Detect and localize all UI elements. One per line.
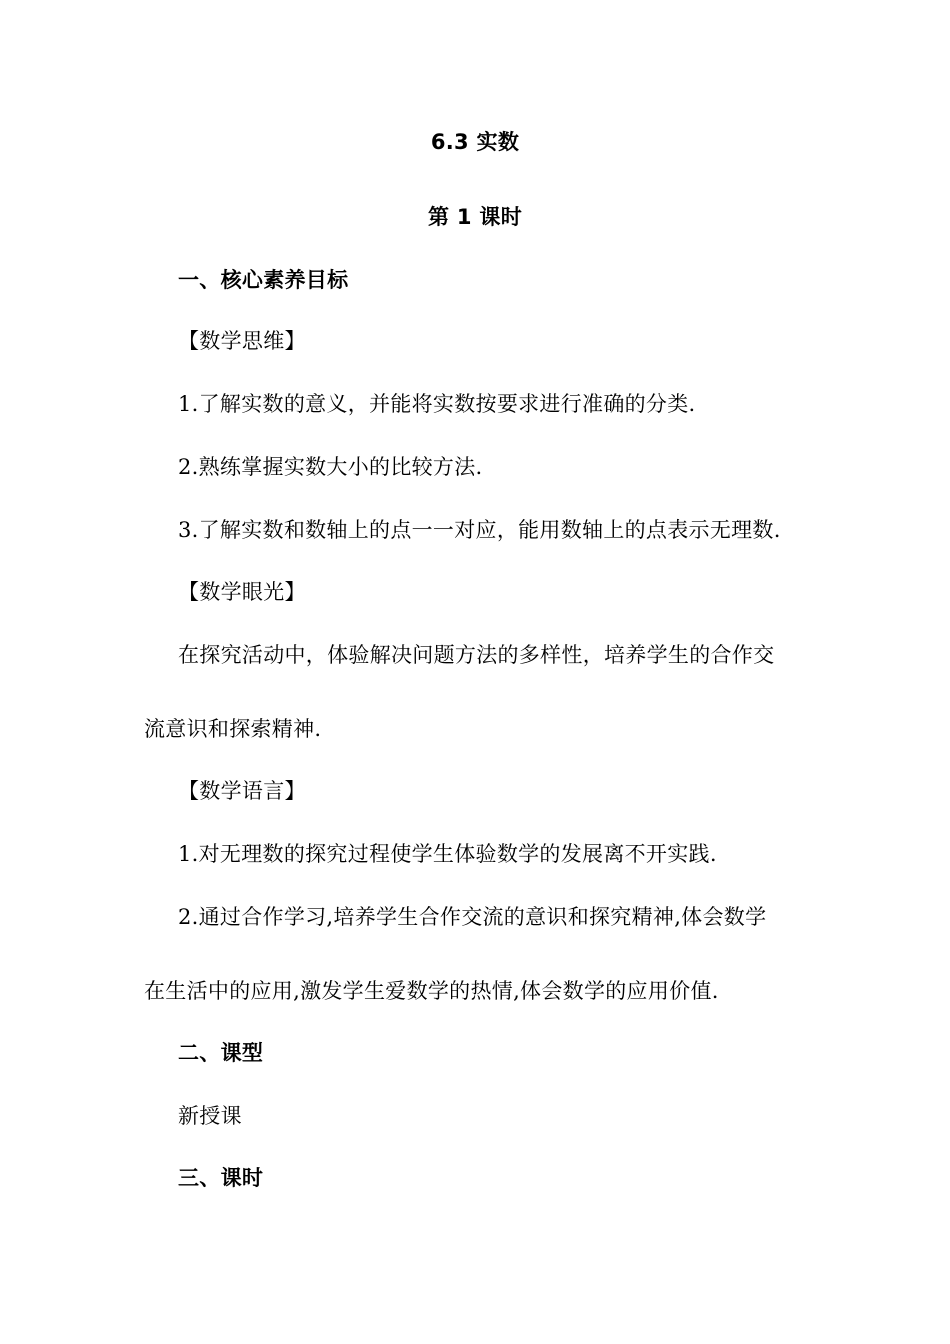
vision-text-line-2: 流意识和探索精神.: [144, 717, 322, 741]
document-subtitle: 第 1 课时: [427, 205, 523, 229]
label-math-vision: 【数学眼光】: [178, 580, 306, 604]
lesson-type-value: 新授课: [178, 1104, 242, 1128]
label-math-language: 【数学语言】: [178, 779, 306, 803]
language-item-1: 1.对无理数的探究过程使学生体验数学的发展离不开实践.: [178, 842, 717, 866]
label-math-thinking: 【数学思维】: [178, 329, 306, 353]
vision-text-line-1: 在探究活动中，体验解决问题方法的多样性，培养学生的合作交: [178, 643, 775, 667]
thinking-item-2: 2.熟练掌握实数大小的比较方法.: [178, 455, 483, 479]
language-item-2-line-1: 2.通过合作学习,培养学生合作交流的意识和探究精神,体会数学: [178, 905, 767, 929]
section-heading-lesson-hours: 三、课时: [178, 1166, 264, 1190]
thinking-item-1: 1.了解实数的意义，并能将实数按要求进行准确的分类.: [178, 392, 696, 416]
thinking-item-3: 3.了解实数和数轴上的点一一对应，能用数轴上的点表示无理数.: [178, 518, 781, 542]
language-item-2-line-2: 在生活中的应用,激发学生爱数学的热情,体会数学的应用价值.: [144, 979, 719, 1003]
section-heading-lesson-type: 二、课型: [178, 1041, 264, 1065]
section-heading-goals: 一、核心素养目标: [178, 268, 349, 292]
document-title: 6.3 实数: [430, 130, 520, 154]
